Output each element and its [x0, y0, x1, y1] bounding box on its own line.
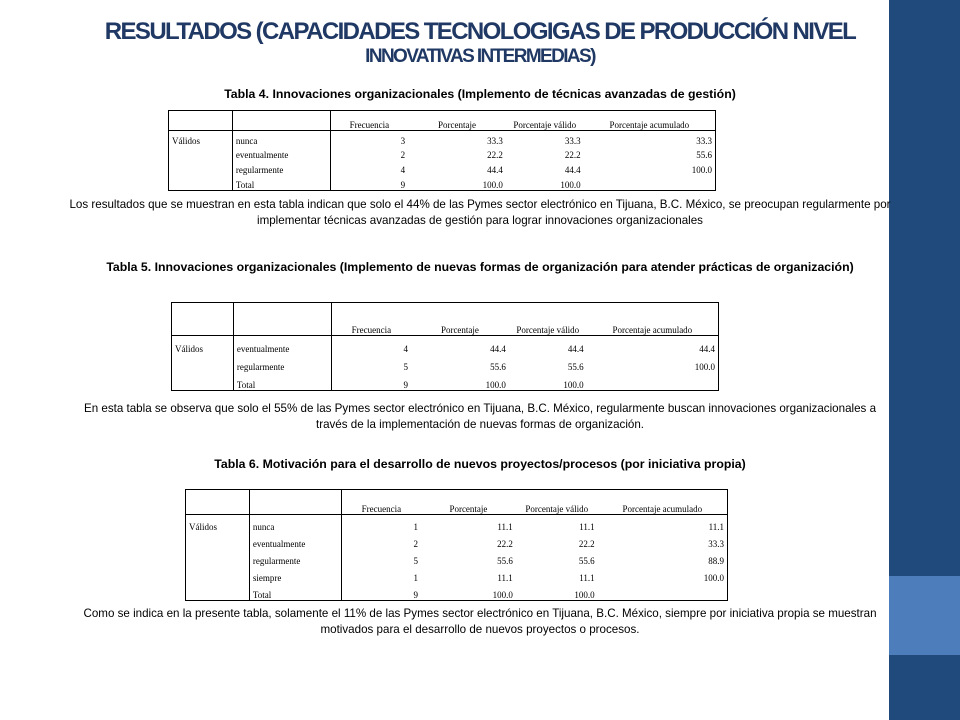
table6-header-row — [186, 490, 728, 515]
table6-paragraph: Como se indica en la presente tabla, solamente el 11% de las Pymes sector electrónico en Tijuana, B.C. México, siempre por iniciativa propia se muestran motivados para el desarrollo de nuevos proyectos o procesos. — [83, 607, 877, 636]
cell-porcentaje-valido: 55.6 — [578, 555, 595, 566]
cell-porcentaje: 100.0 — [492, 590, 513, 600]
table4-header-row — [169, 111, 716, 131]
cell-porcentaje-acumulado — [584, 175, 716, 190]
cell-porcentaje-valido: 22.2 — [578, 539, 595, 550]
table-row — [186, 515, 728, 533]
table4-header-porcentaje-acumulado: Porcentaje acumulado — [584, 111, 716, 131]
table4-header-porcentaje-valido: Porcentaje válido — [506, 111, 584, 131]
table-row — [169, 131, 716, 146]
row-label: eventualmente — [233, 336, 331, 355]
cell-frecuencia: 1 — [413, 522, 419, 533]
cell-porcentaje: 100.0 — [482, 180, 503, 190]
table-row — [169, 160, 716, 175]
cell-frecuencia: 5 — [403, 361, 409, 372]
cell-porcentaje: 55.6 — [497, 555, 513, 566]
table5-header-frecuencia: Frecuencia — [331, 303, 411, 336]
table5-paragraph: En esta tabla se observa que solo el 55% de las Pymes sector electrónico en Tijuana, B.C. México, regularmente buscan innovaciones organizacionales a través de la implementación de nuevas formas de organización. — [83, 402, 877, 431]
cell-porcentaje: 11.1 — [497, 572, 513, 583]
cell-porcentaje: 100.0 — [485, 380, 506, 390]
cell-porcentaje-acumulado — [587, 372, 719, 391]
cell-frecuencia: 1 — [413, 572, 419, 583]
table5-header-porcentaje-valido: Porcentaje válido — [509, 303, 587, 336]
cell-frecuencia: 4 — [403, 344, 409, 355]
cell-porcentaje-valido: 33.3 — [564, 135, 581, 146]
table-row — [172, 372, 719, 391]
row-label: nunca — [232, 131, 330, 146]
row-label: regularmente — [232, 160, 330, 175]
cell-porcentaje: 22.2 — [497, 539, 513, 550]
cell-porcentaje-valido: 44.4 — [564, 165, 581, 176]
cell-frecuencia: 9 — [403, 380, 409, 390]
cell-porcentaje: 44.4 — [490, 344, 506, 355]
table4 — [168, 110, 716, 191]
cell-porcentaje: 11.1 — [497, 522, 513, 533]
cell-porcentaje-acumulado — [598, 583, 728, 601]
table6-header-porcentaje: Porcentaje — [421, 490, 516, 515]
table5-header-porcentaje: Porcentaje — [411, 303, 509, 336]
row-label: Total — [232, 175, 330, 190]
table5 — [171, 302, 719, 391]
cell-porcentaje-valido: 44.4 — [567, 344, 584, 355]
table5-header-row — [172, 303, 719, 336]
table5-group-label: Válidos — [172, 336, 234, 355]
table6-header-porcentaje-acumulado: Porcentaje acumulado — [598, 490, 728, 515]
table4-paragraph: Los resultados que se muestran en esta tabla indican que solo el 44% de las Pymes sector electrónico en Tijuana, B.C. México, se preocupan regularmente por implementar técnicas avanzadas de gestión para lograr innovaciones organizacionales — [69, 198, 891, 227]
table-row — [169, 175, 716, 190]
row-label: siempre — [249, 566, 341, 583]
table6 — [185, 489, 728, 601]
sidebar-accent-block — [889, 576, 960, 655]
cell-porcentaje: 33.3 — [487, 135, 503, 146]
cell-porcentaje-acumulado: 55.6 — [696, 150, 712, 161]
cell-porcentaje: 22.2 — [487, 150, 503, 161]
cell-frecuencia: 9 — [400, 180, 406, 190]
cell-frecuencia: 2 — [413, 539, 419, 550]
cell-porcentaje-valido: 11.1 — [579, 572, 595, 583]
row-label: eventualmente — [232, 146, 330, 161]
cell-porcentaje-acumulado: 33.3 — [708, 539, 724, 550]
cell-frecuencia: 2 — [400, 150, 406, 161]
slide-title-line2: INNOVATIVAS INTERMEDIAS) — [365, 46, 595, 68]
cell-porcentaje-acumulado: 33.3 — [696, 135, 712, 146]
table4-header-porcentaje: Porcentaje — [408, 111, 506, 131]
cell-frecuencia: 4 — [400, 165, 406, 176]
row-label: regularmente — [249, 549, 341, 566]
slide-title — [60, 18, 900, 69]
cell-porcentaje-valido: 100.0 — [560, 180, 581, 190]
row-label: Total — [249, 583, 341, 601]
table6-header-porcentaje-valido: Porcentaje válido — [516, 490, 598, 515]
table6-header-frecuencia: Frecuencia — [341, 490, 421, 515]
table6-caption: Tabla 6. Motivación para el desarrollo de nuevos proyectos/procesos (por iniciativa propia) — [214, 457, 746, 471]
table-row — [186, 566, 728, 583]
cell-porcentaje-valido: 100.0 — [574, 590, 595, 600]
row-label: Total — [233, 372, 331, 391]
cell-porcentaje-acumulado: 88.9 — [708, 555, 724, 566]
cell-porcentaje-acumulado: 100.0 — [703, 572, 724, 583]
cell-porcentaje-valido: 22.2 — [564, 150, 581, 161]
table5-header-porcentaje-acumulado: Porcentaje acumulado — [587, 303, 719, 336]
table4-header-frecuencia: Frecuencia — [330, 111, 408, 131]
table-row — [186, 583, 728, 601]
cell-porcentaje: 44.4 — [487, 165, 503, 176]
cell-porcentaje-valido: 11.1 — [579, 522, 595, 533]
table5-caption: Tabla 5. Innovaciones organizacionales (Implemento de nuevas formas de organización para atender prácticas de organización) — [106, 260, 854, 274]
cell-frecuencia: 3 — [400, 135, 406, 146]
table-row — [172, 354, 719, 372]
row-label: eventualmente — [249, 532, 341, 549]
table6-group-label: Válidos — [186, 515, 250, 533]
cell-porcentaje-valido: 100.0 — [563, 380, 584, 390]
table-row — [186, 532, 728, 549]
table4-group-label: Válidos — [169, 131, 233, 146]
slide-title-line1: RESULTADOS (CAPACIDADES TECNOLOGIGAS DE PRODUCCIÓN NIVEL — [104, 18, 856, 45]
cell-porcentaje-acumulado: 44.4 — [699, 344, 715, 355]
cell-porcentaje-acumulado: 100.0 — [691, 165, 712, 176]
row-label: nunca — [249, 515, 341, 533]
row-label: regularmente — [233, 354, 331, 372]
table4-caption: Tabla 4. Innovaciones organizacionales (Implemento de técnicas avanzadas de gestión) — [224, 87, 736, 101]
cell-porcentaje-acumulado: 11.1 — [708, 522, 724, 533]
table-row — [169, 146, 716, 161]
table-row — [186, 549, 728, 566]
table-row — [172, 336, 719, 355]
cell-frecuencia: 9 — [413, 590, 419, 600]
cell-porcentaje-valido: 55.6 — [567, 361, 584, 372]
cell-porcentaje-acumulado: 100.0 — [694, 361, 715, 372]
cell-frecuencia: 5 — [413, 555, 419, 566]
cell-porcentaje: 55.6 — [490, 361, 506, 372]
